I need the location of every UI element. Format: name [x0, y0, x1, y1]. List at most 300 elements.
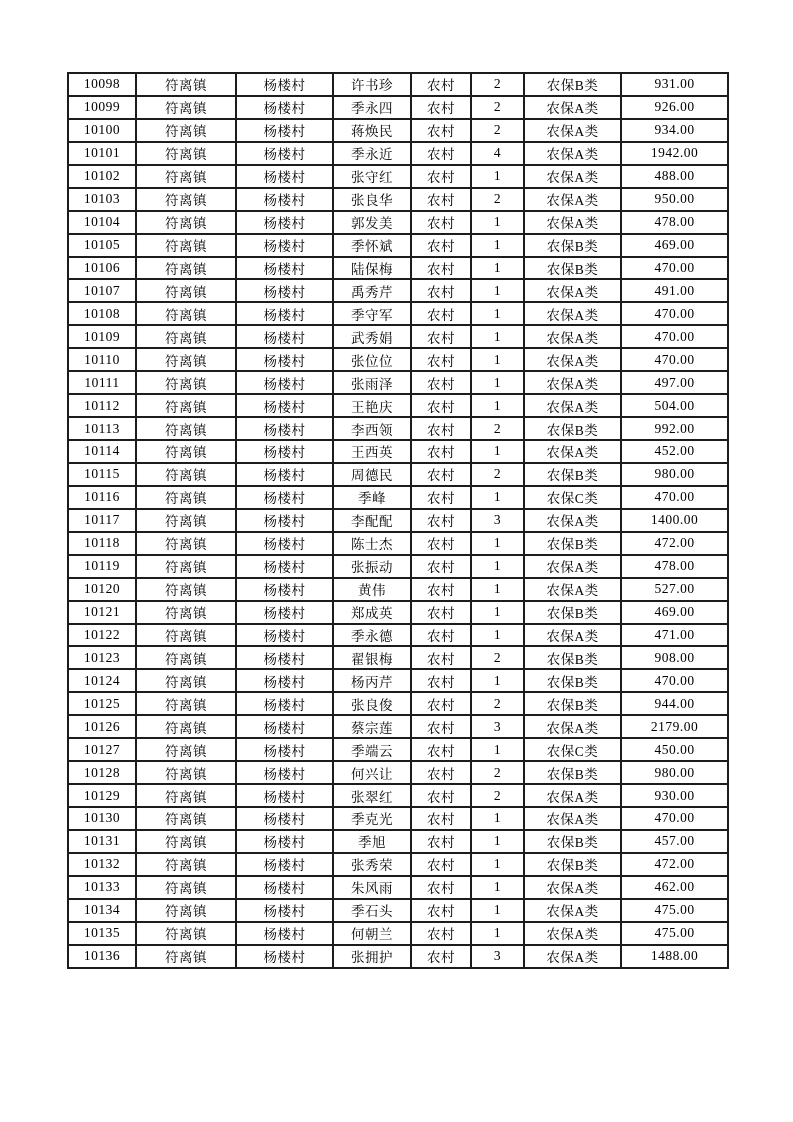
- table-cell: 农保B类: [524, 73, 621, 96]
- table-cell: 926.00: [621, 96, 728, 119]
- table-cell: 10121: [68, 601, 136, 624]
- table-cell: 杨楼村: [236, 715, 333, 738]
- table-cell: 农保A类: [524, 899, 621, 922]
- table-cell: 农保A类: [524, 119, 621, 142]
- table-cell: 农保A类: [524, 325, 621, 348]
- table-cell: 符离镇: [136, 509, 236, 532]
- table-cell: 10134: [68, 899, 136, 922]
- table-cell: 农村: [411, 601, 471, 624]
- table-cell: 1400.00: [621, 509, 728, 532]
- table-row: [68, 578, 728, 601]
- table-cell: 1: [471, 624, 524, 647]
- table-cell: 符离镇: [136, 601, 236, 624]
- table-cell: 10122: [68, 624, 136, 647]
- table-cell: 农保B类: [524, 761, 621, 784]
- table-cell: 符离镇: [136, 692, 236, 715]
- table-cell: 944.00: [621, 692, 728, 715]
- table-cell: 张良俊: [333, 692, 411, 715]
- table-cell: 470.00: [621, 669, 728, 692]
- table-cell: 陆保梅: [333, 257, 411, 280]
- table-row: [68, 784, 728, 807]
- table-cell: 452.00: [621, 440, 728, 463]
- table-cell: 王艳庆: [333, 394, 411, 417]
- table-cell: 农保B类: [524, 646, 621, 669]
- beneficiary-table: [67, 72, 729, 969]
- table-cell: 符离镇: [136, 715, 236, 738]
- table-row: [68, 188, 728, 211]
- table-cell: 何兴让: [333, 761, 411, 784]
- table-cell: 杨楼村: [236, 394, 333, 417]
- table-cell: 10102: [68, 165, 136, 188]
- table-cell: 10113: [68, 417, 136, 440]
- table-cell: 农村: [411, 279, 471, 302]
- table-cell: 符离镇: [136, 325, 236, 348]
- table-cell: 1: [471, 165, 524, 188]
- table-cell: 符离镇: [136, 899, 236, 922]
- table-cell: 1: [471, 348, 524, 371]
- table-cell: 杨楼村: [236, 73, 333, 96]
- table-cell: 908.00: [621, 646, 728, 669]
- table-cell: 杨楼村: [236, 371, 333, 394]
- table-cell: 李配配: [333, 509, 411, 532]
- table-cell: 1: [471, 211, 524, 234]
- table-cell: 杨楼村: [236, 234, 333, 257]
- table-cell: 农村: [411, 715, 471, 738]
- table-cell: 符离镇: [136, 807, 236, 830]
- table-cell: 10115: [68, 463, 136, 486]
- table-cell: 农保A类: [524, 624, 621, 647]
- table-cell: 杨楼村: [236, 646, 333, 669]
- table-cell: 471.00: [621, 624, 728, 647]
- table-row: [68, 715, 728, 738]
- table-cell: 农保B类: [524, 234, 621, 257]
- table-cell: 张守红: [333, 165, 411, 188]
- table-cell: 农村: [411, 302, 471, 325]
- table-cell: 杨楼村: [236, 119, 333, 142]
- table-cell: 农村: [411, 899, 471, 922]
- table-cell: 450.00: [621, 738, 728, 761]
- table-cell: 470.00: [621, 807, 728, 830]
- table-cell: 10111: [68, 371, 136, 394]
- table-cell: 农村: [411, 188, 471, 211]
- table-row: [68, 945, 728, 968]
- table-cell: 469.00: [621, 234, 728, 257]
- table-cell: 10125: [68, 692, 136, 715]
- table-cell: 3: [471, 945, 524, 968]
- table-row: [68, 325, 728, 348]
- table-cell: 农村: [411, 211, 471, 234]
- table-row: [68, 165, 728, 188]
- table-cell: 符离镇: [136, 394, 236, 417]
- table-cell: 931.00: [621, 73, 728, 96]
- table-row: [68, 394, 728, 417]
- table-cell: 杨楼村: [236, 578, 333, 601]
- table-cell: 季怀斌: [333, 234, 411, 257]
- table-cell: 10130: [68, 807, 136, 830]
- table-row: [68, 899, 728, 922]
- table-row: [68, 211, 728, 234]
- table-row: [68, 555, 728, 578]
- table-cell: 491.00: [621, 279, 728, 302]
- table-cell: 1: [471, 578, 524, 601]
- table-cell: 翟银梅: [333, 646, 411, 669]
- table-cell: 农村: [411, 669, 471, 692]
- table-cell: 农村: [411, 417, 471, 440]
- table-cell: 10128: [68, 761, 136, 784]
- table-cell: 农保B类: [524, 853, 621, 876]
- table-cell: 杨楼村: [236, 624, 333, 647]
- table-cell: 3: [471, 509, 524, 532]
- table-row: [68, 73, 728, 96]
- table-row: [68, 738, 728, 761]
- table-cell: 488.00: [621, 165, 728, 188]
- table-cell: 杨楼村: [236, 486, 333, 509]
- table-cell: 符离镇: [136, 440, 236, 463]
- table-cell: 符离镇: [136, 532, 236, 555]
- table-cell: 1: [471, 302, 524, 325]
- table-cell: 农村: [411, 165, 471, 188]
- table-cell: 10108: [68, 302, 136, 325]
- table-cell: 农保A类: [524, 371, 621, 394]
- table-cell: 季石头: [333, 899, 411, 922]
- table-cell: 符离镇: [136, 784, 236, 807]
- table-cell: 农村: [411, 96, 471, 119]
- table-cell: 457.00: [621, 830, 728, 853]
- table-cell: 农保B类: [524, 257, 621, 280]
- table-cell: 季守军: [333, 302, 411, 325]
- table-cell: 农村: [411, 486, 471, 509]
- table-cell: 1: [471, 371, 524, 394]
- table-cell: 2: [471, 646, 524, 669]
- table-cell: 934.00: [621, 119, 728, 142]
- table-cell: 1: [471, 899, 524, 922]
- table-cell: 杨楼村: [236, 188, 333, 211]
- table-cell: 符离镇: [136, 646, 236, 669]
- table-cell: 1: [471, 830, 524, 853]
- table-cell: 杨楼村: [236, 555, 333, 578]
- table-cell: 1: [471, 922, 524, 945]
- table-cell: 1: [471, 486, 524, 509]
- table-row: [68, 417, 728, 440]
- table-cell: 2: [471, 96, 524, 119]
- table-cell: 陈士杰: [333, 532, 411, 555]
- table-cell: 符离镇: [136, 922, 236, 945]
- table-body: [68, 73, 728, 968]
- table-cell: 1: [471, 394, 524, 417]
- table-cell: 10103: [68, 188, 136, 211]
- table-cell: 3: [471, 715, 524, 738]
- table-cell: 10106: [68, 257, 136, 280]
- table-cell: 农村: [411, 692, 471, 715]
- table-cell: 2: [471, 119, 524, 142]
- table-cell: 农保A类: [524, 784, 621, 807]
- table-cell: 2: [471, 417, 524, 440]
- table-cell: 蒋焕民: [333, 119, 411, 142]
- table-cell: 10107: [68, 279, 136, 302]
- table-cell: 470.00: [621, 486, 728, 509]
- table-cell: 符离镇: [136, 669, 236, 692]
- table-cell: 农保A类: [524, 440, 621, 463]
- table-cell: 2: [471, 188, 524, 211]
- table-cell: 10132: [68, 853, 136, 876]
- table-cell: 杨楼村: [236, 96, 333, 119]
- table-cell: 1: [471, 532, 524, 555]
- table-cell: 王西英: [333, 440, 411, 463]
- table-cell: 农村: [411, 830, 471, 853]
- table-cell: 10135: [68, 922, 136, 945]
- table-cell: 郭发美: [333, 211, 411, 234]
- table-cell: 符离镇: [136, 348, 236, 371]
- table-cell: 张振动: [333, 555, 411, 578]
- table-cell: 10114: [68, 440, 136, 463]
- table-cell: 10119: [68, 555, 136, 578]
- table-cell: 杨楼村: [236, 922, 333, 945]
- table-cell: 杨楼村: [236, 463, 333, 486]
- table-cell: 农村: [411, 509, 471, 532]
- table-cell: 符离镇: [136, 624, 236, 647]
- table-cell: 992.00: [621, 417, 728, 440]
- table-cell: 497.00: [621, 371, 728, 394]
- table-cell: 农村: [411, 325, 471, 348]
- table-cell: 符离镇: [136, 830, 236, 853]
- table-cell: 1: [471, 853, 524, 876]
- table-row: [68, 96, 728, 119]
- table-cell: 农村: [411, 371, 471, 394]
- table-cell: 农保C类: [524, 738, 621, 761]
- table-cell: 农保A类: [524, 96, 621, 119]
- table-cell: 杨楼村: [236, 211, 333, 234]
- table-cell: 周德民: [333, 463, 411, 486]
- table-cell: 农村: [411, 922, 471, 945]
- table-row: [68, 646, 728, 669]
- table-cell: 农保A类: [524, 945, 621, 968]
- table-cell: 980.00: [621, 761, 728, 784]
- table-cell: 10098: [68, 73, 136, 96]
- table-cell: 10112: [68, 394, 136, 417]
- table-cell: 杨楼村: [236, 417, 333, 440]
- table-cell: 农村: [411, 761, 471, 784]
- table-cell: 10131: [68, 830, 136, 853]
- table-cell: 527.00: [621, 578, 728, 601]
- table-cell: 符离镇: [136, 555, 236, 578]
- table-row: [68, 486, 728, 509]
- table-cell: 462.00: [621, 876, 728, 899]
- table-cell: 农村: [411, 784, 471, 807]
- table-cell: 农村: [411, 876, 471, 899]
- table-cell: 符离镇: [136, 463, 236, 486]
- table-cell: 农村: [411, 348, 471, 371]
- table-cell: 472.00: [621, 853, 728, 876]
- table-cell: 杨楼村: [236, 945, 333, 968]
- table-cell: 杨楼村: [236, 601, 333, 624]
- table-row: [68, 302, 728, 325]
- table-cell: 农村: [411, 440, 471, 463]
- table-cell: 478.00: [621, 211, 728, 234]
- table-cell: 杨楼村: [236, 440, 333, 463]
- table-cell: 符离镇: [136, 257, 236, 280]
- table-cell: 符离镇: [136, 142, 236, 165]
- table-cell: 10110: [68, 348, 136, 371]
- table-cell: 符离镇: [136, 165, 236, 188]
- table-cell: 1: [471, 257, 524, 280]
- table-cell: 1: [471, 807, 524, 830]
- table-cell: 1942.00: [621, 142, 728, 165]
- table-cell: 符离镇: [136, 738, 236, 761]
- table-cell: 杨楼村: [236, 325, 333, 348]
- table-row: [68, 234, 728, 257]
- table-cell: 季永德: [333, 624, 411, 647]
- table-cell: 季永四: [333, 96, 411, 119]
- table-cell: 930.00: [621, 784, 728, 807]
- table-cell: 980.00: [621, 463, 728, 486]
- table-cell: 农村: [411, 234, 471, 257]
- table-cell: 郑成英: [333, 601, 411, 624]
- table-cell: 农保B类: [524, 463, 621, 486]
- table-cell: 农保A类: [524, 211, 621, 234]
- table-cell: 杨楼村: [236, 761, 333, 784]
- table-row: [68, 876, 728, 899]
- table-cell: 2179.00: [621, 715, 728, 738]
- table-cell: 10120: [68, 578, 136, 601]
- table-cell: 470.00: [621, 257, 728, 280]
- table-cell: 10126: [68, 715, 136, 738]
- table-cell: 农村: [411, 945, 471, 968]
- table-cell: 农村: [411, 578, 471, 601]
- table-cell: 许书珍: [333, 73, 411, 96]
- table-cell: 杨楼村: [236, 830, 333, 853]
- table-cell: 季旭: [333, 830, 411, 853]
- table-cell: 农保A类: [524, 394, 621, 417]
- table-row: [68, 922, 728, 945]
- table-cell: 禹秀芹: [333, 279, 411, 302]
- table-cell: 469.00: [621, 601, 728, 624]
- table-cell: 季克光: [333, 807, 411, 830]
- table-cell: 何朝兰: [333, 922, 411, 945]
- table-cell: 符离镇: [136, 119, 236, 142]
- table-cell: 杨楼村: [236, 807, 333, 830]
- table-cell: 农村: [411, 738, 471, 761]
- table-cell: 符离镇: [136, 417, 236, 440]
- table-row: [68, 348, 728, 371]
- table-row: [68, 532, 728, 555]
- table-cell: 10123: [68, 646, 136, 669]
- table-cell: 季峰: [333, 486, 411, 509]
- table-cell: 农村: [411, 257, 471, 280]
- table-row: [68, 119, 728, 142]
- table-cell: 475.00: [621, 899, 728, 922]
- table-cell: 10136: [68, 945, 136, 968]
- table-cell: 农保A类: [524, 922, 621, 945]
- table-row: [68, 807, 728, 830]
- table-cell: 符离镇: [136, 73, 236, 96]
- table-cell: 472.00: [621, 532, 728, 555]
- table-cell: 10100: [68, 119, 136, 142]
- table-cell: 农保A类: [524, 876, 621, 899]
- table-cell: 10124: [68, 669, 136, 692]
- table-cell: 农保A类: [524, 348, 621, 371]
- table-cell: 杨楼村: [236, 784, 333, 807]
- table-cell: 杨楼村: [236, 738, 333, 761]
- table-cell: 杨楼村: [236, 279, 333, 302]
- table-cell: 杨楼村: [236, 532, 333, 555]
- table-cell: 2: [471, 463, 524, 486]
- table-row: [68, 853, 728, 876]
- table-cell: 农保C类: [524, 486, 621, 509]
- table-cell: 农村: [411, 394, 471, 417]
- table-cell: 杨楼村: [236, 876, 333, 899]
- table-cell: 1: [471, 440, 524, 463]
- table-cell: 符离镇: [136, 211, 236, 234]
- table-cell: 农村: [411, 646, 471, 669]
- table-cell: 季端云: [333, 738, 411, 761]
- table-cell: 农保A类: [524, 165, 621, 188]
- table-cell: 2: [471, 761, 524, 784]
- table-cell: 10133: [68, 876, 136, 899]
- table-cell: 符离镇: [136, 853, 236, 876]
- table-cell: 1: [471, 738, 524, 761]
- table-cell: 10116: [68, 486, 136, 509]
- table-cell: 农保A类: [524, 188, 621, 211]
- table-cell: 农保B类: [524, 669, 621, 692]
- table-cell: 张秀荣: [333, 853, 411, 876]
- table-cell: 农村: [411, 532, 471, 555]
- table-cell: 4: [471, 142, 524, 165]
- table-cell: 武秀娟: [333, 325, 411, 348]
- table-row: [68, 440, 728, 463]
- table-cell: 朱风雨: [333, 876, 411, 899]
- table-cell: 杨楼村: [236, 165, 333, 188]
- table-cell: 1: [471, 279, 524, 302]
- table-cell: 农保A类: [524, 142, 621, 165]
- table-cell: 张雨泽: [333, 371, 411, 394]
- table-row: [68, 830, 728, 853]
- table-cell: 10117: [68, 509, 136, 532]
- table-cell: 符离镇: [136, 96, 236, 119]
- table-cell: 1: [471, 234, 524, 257]
- table-cell: 10101: [68, 142, 136, 165]
- table-cell: 杨楼村: [236, 669, 333, 692]
- table-cell: 李西领: [333, 417, 411, 440]
- table-cell: 张拥护: [333, 945, 411, 968]
- table-row: [68, 624, 728, 647]
- table-cell: 农村: [411, 555, 471, 578]
- table-cell: 杨楼村: [236, 302, 333, 325]
- table-cell: 农村: [411, 142, 471, 165]
- table-row: [68, 669, 728, 692]
- table-cell: 符离镇: [136, 234, 236, 257]
- table-cell: 张良华: [333, 188, 411, 211]
- table-cell: 杨楼村: [236, 348, 333, 371]
- table-cell: 杨楼村: [236, 509, 333, 532]
- table-cell: 1: [471, 555, 524, 578]
- table-cell: 10109: [68, 325, 136, 348]
- table-cell: 470.00: [621, 325, 728, 348]
- table-cell: 504.00: [621, 394, 728, 417]
- table-cell: 农村: [411, 807, 471, 830]
- table-cell: 2: [471, 784, 524, 807]
- table-cell: 杨楼村: [236, 142, 333, 165]
- table-cell: 符离镇: [136, 876, 236, 899]
- table-cell: 农村: [411, 73, 471, 96]
- table-cell: 张位位: [333, 348, 411, 371]
- table-cell: 10127: [68, 738, 136, 761]
- table-cell: 2: [471, 692, 524, 715]
- table-cell: 农保B类: [524, 601, 621, 624]
- table-cell: 10105: [68, 234, 136, 257]
- table-cell: 农村: [411, 853, 471, 876]
- table-cell: 10118: [68, 532, 136, 555]
- table-cell: 1: [471, 325, 524, 348]
